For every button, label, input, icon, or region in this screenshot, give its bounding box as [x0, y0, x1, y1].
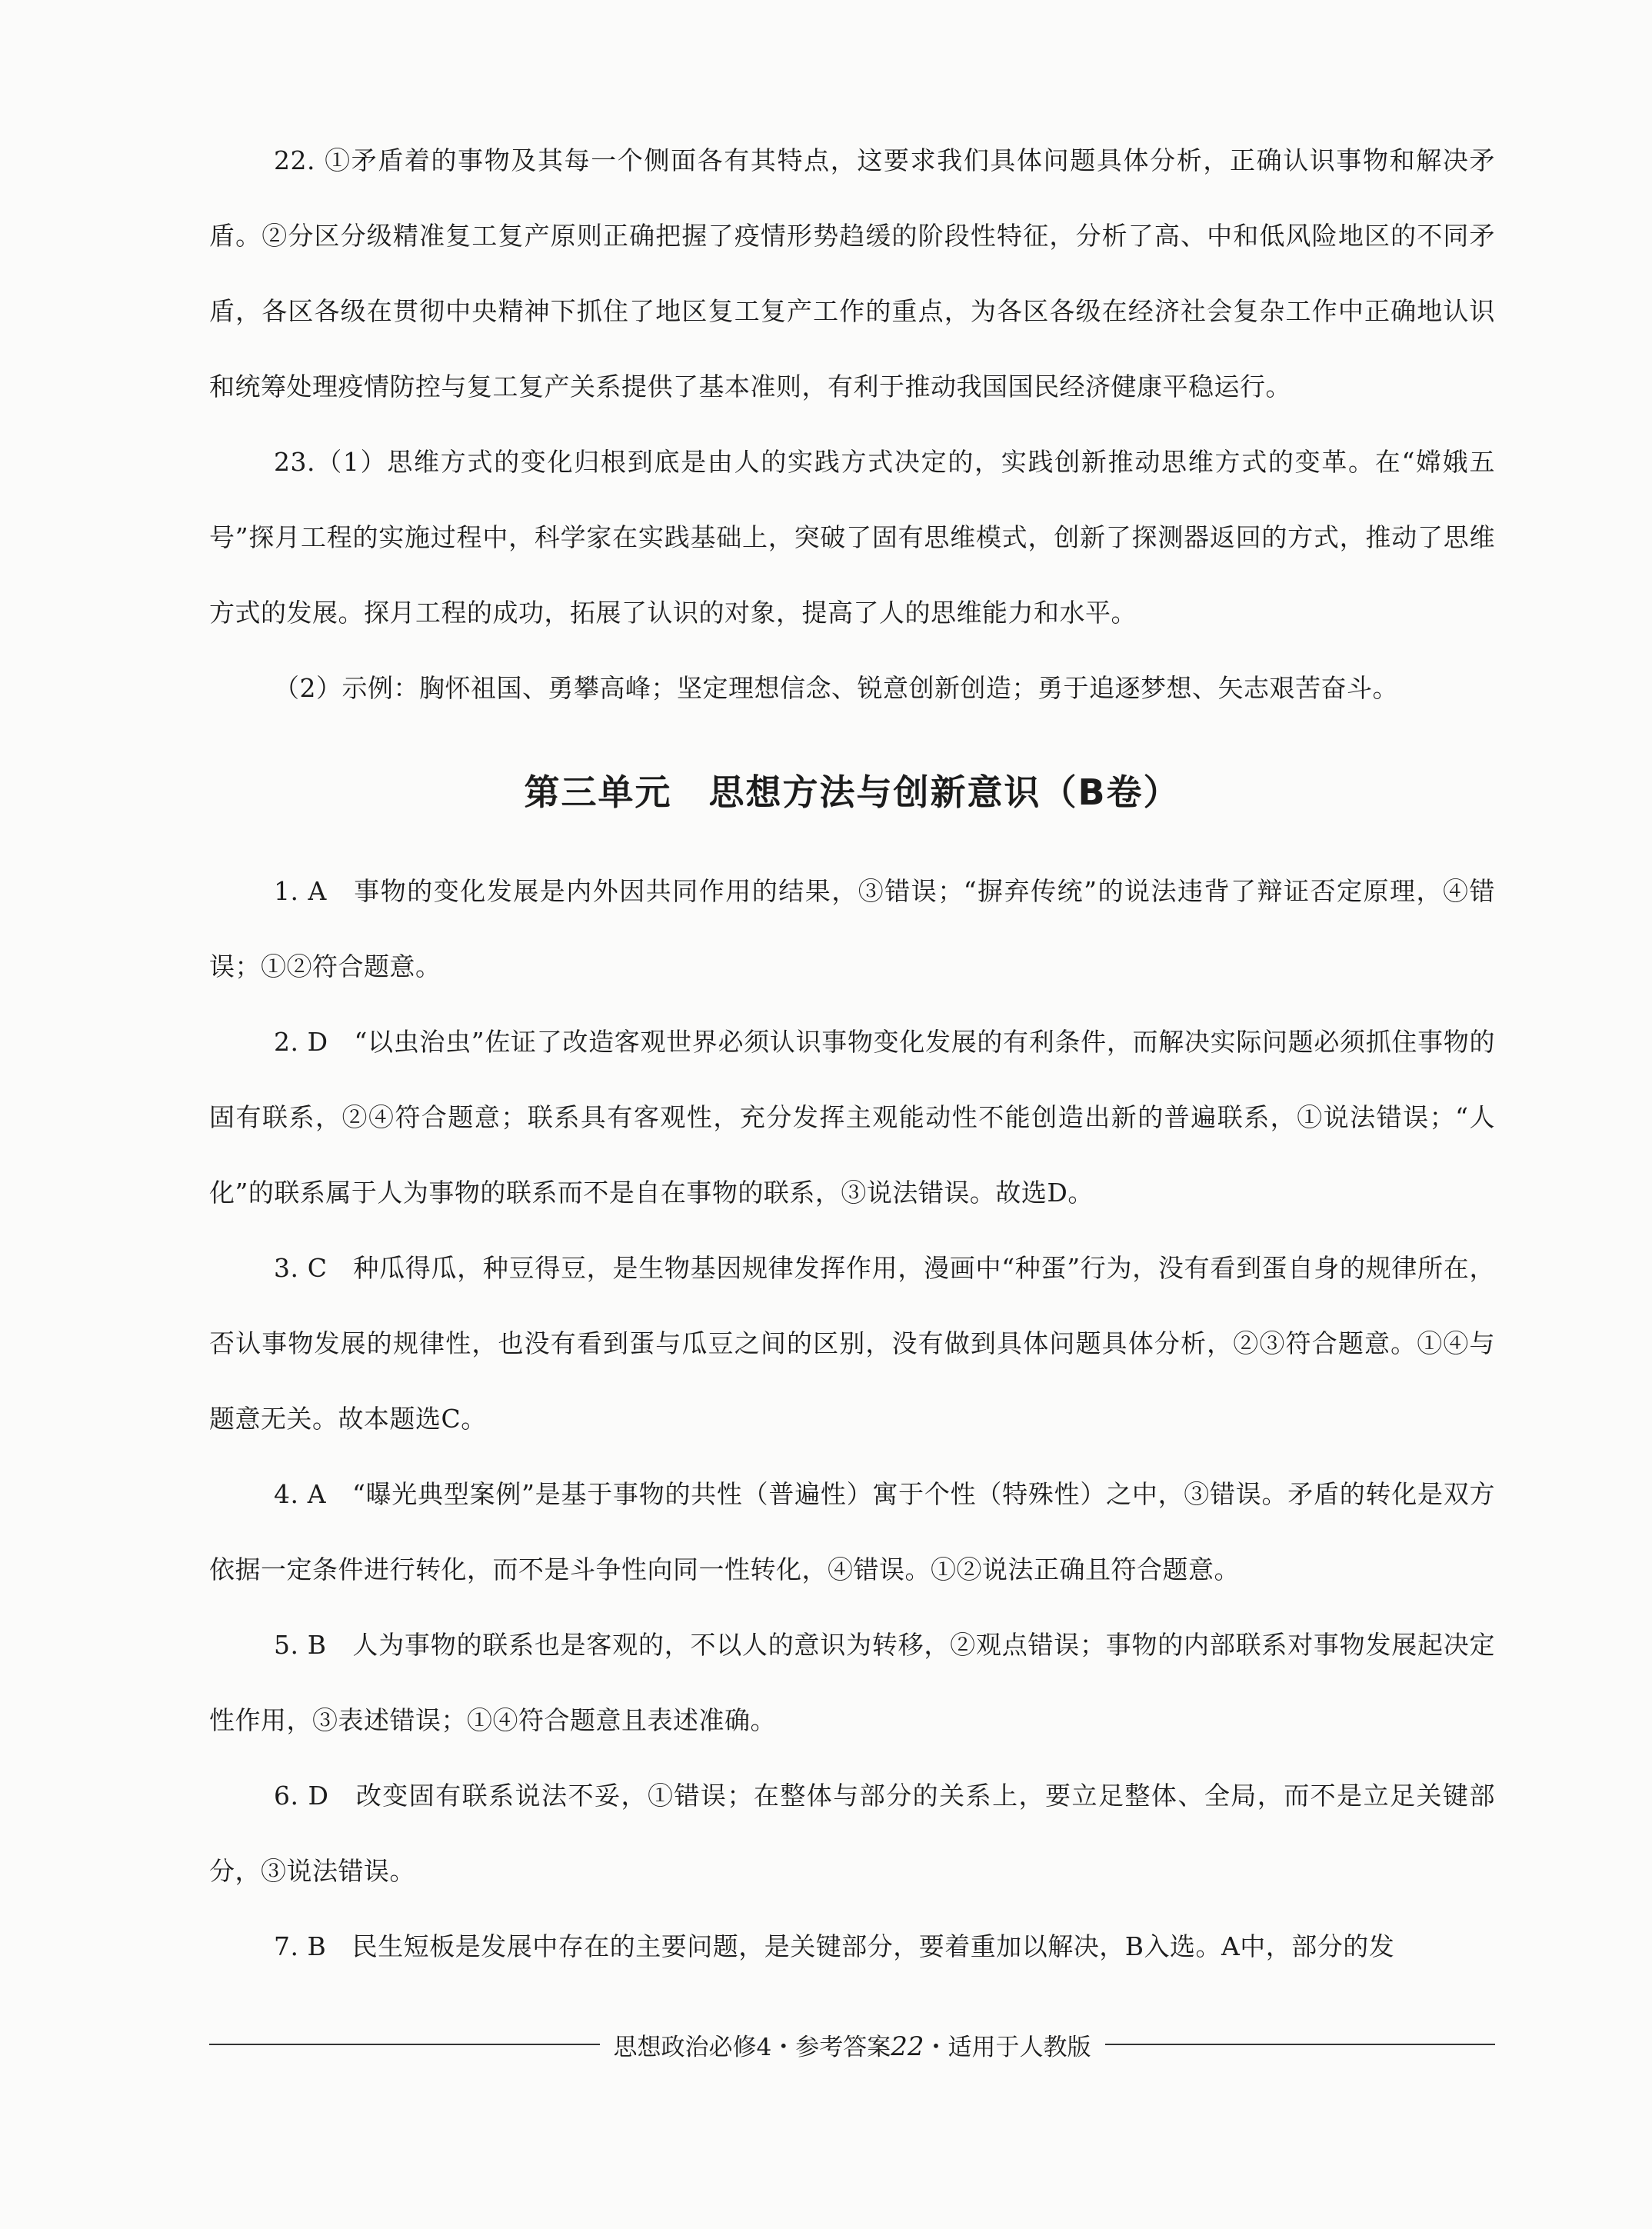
footer-edition: ・适用于人教版 — [924, 2033, 1091, 2061]
answer-item-4: 4. A “曝光典型案例”是基于事物的共性（普遍性）寓于个性（特殊性）之中，③错误。矛盾的转化是双方依据一定条件进行转化，而不是斗争性向同一性转化，④错误。①②说法正确且符合题意。 — [209, 1479, 1495, 1584]
page-footer — [209, 2029, 1495, 2060]
answer-paragraph-23-1: 23.（1）思维方式的变化归根到底是由人的实践方式决定的，实践创新推动思维方式的变革。在“嫦娥五号”探月工程的实施过程中，科学家在实践基础上，突破了固有思维模式，创新了探测器返回的方式，推动了思维方式的发展。探月工程的成功，拓展了认识的对象，提高了人的思维能力和水平。 — [209, 447, 1495, 628]
answer-item-6: 6. D 改变固有联系说法不妥，①错误；在整体与部分的关系上，要立足整体、全局，而不是立足关键部分，③说法错误。 — [209, 1781, 1495, 1886]
answer-item-3: 3. C 种瓜得瓜，种豆得豆，是生物基因规律发挥作用，漫画中“种蛋”行为，没有看到蛋自身的规律所在，否认事物发展的规律性，也没有看到蛋与瓜豆之间的区别，没有做到具体问题具体分析，②③符合题意。①④与题意无关。故本题选C。 — [209, 1253, 1495, 1434]
footer-book-title: 思想政治必修4・参考答案 — [613, 2033, 891, 2061]
answer-item-7: 7. B 民生短板是发展中存在的主要问题，是关键部分，要着重加以解决，B入选。A中，部分的发 — [274, 1931, 1395, 1961]
footer-rule-left — [209, 2044, 600, 2045]
answer-paragraph-23-2: （2）示例：胸怀祖国、勇攀高峰；坚定理想信念、锐意创新创造；勇于追逐梦想、矢志艰苦奋斗。 — [274, 673, 1398, 703]
page-number: 22 — [891, 2031, 924, 2062]
answer-paragraph-22: 22. ①矛盾着的事物及其每一个侧面各有其特点，这要求我们具体问题具体分析，正确认识事物和解决矛盾。②分区分级精准复工复产原则正确把握了疫情形势趋缓的阶段性特征，分析了高、中和低风险地区的不同矛盾，各区各级在贯彻中央精神下抓住了地区复工复产工作的重点，为各区各级在经济社会复杂工作中正确地认识和统筹处理疫情防控与复工复产关系提供了基本准则，有利于推动我国国民经济健康平稳运行。 — [209, 145, 1495, 401]
answer-item-2: 2. D “以虫治虫”佐证了改造客观世界必须认识事物变化发展的有利条件，而解决实际问题必须抓住事物的固有联系，②④符合题意；联系具有客观性，充分发挥主观能动性不能创造出新的普遍联系，①说法错误；“人化”的联系属于人为事物的联系而不是自在事物的联系，③说法错误。故选D。 — [209, 1027, 1495, 1208]
answer-item-5: 5. B 人为事物的联系也是客观的，不以人的意识为转移，②观点错误；事物的内部联系对事物发展起决定性作用，③表述错误；①④符合题意且表述准确。 — [209, 1630, 1495, 1735]
footer-text — [600, 2027, 1105, 2062]
answer-item-1: 1. A 事物的变化发展是内外因共同作用的结果，③错误；“摒弃传统”的说法违背了辩证否定原理，④错误；①②符合题意。 — [209, 876, 1495, 981]
section-title: 第三单元 思想方法与创新意识（B卷） — [524, 771, 1181, 813]
answer-content — [209, 123, 1495, 1984]
footer-rule-right — [1105, 2044, 1496, 2045]
